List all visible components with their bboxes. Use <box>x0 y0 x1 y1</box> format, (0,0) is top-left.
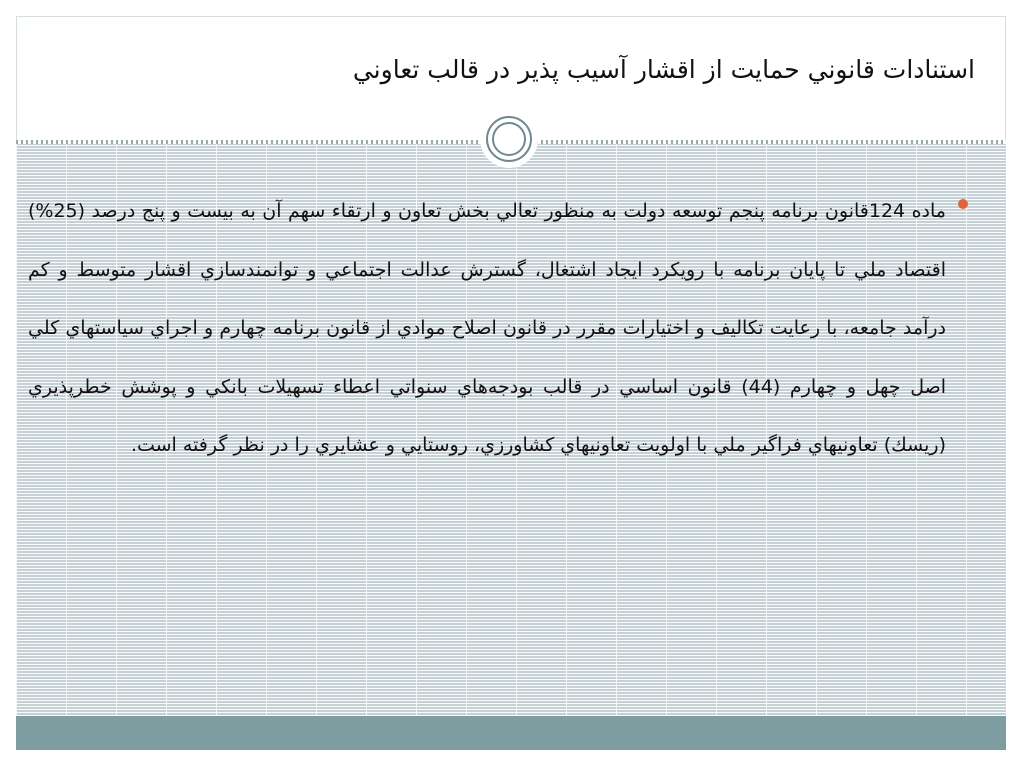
circle-ornament-icon <box>486 116 532 162</box>
bullet-icon <box>958 199 968 209</box>
footer-bar <box>16 716 1006 750</box>
bullet-paragraph: ماده 124قانون برنامه پنجم توسعه دولت به منظور تعالي بخش تعاون و ارتقاء سهم آن به بيست و پنج درصد (25%) اقتصاد ملي تا پايان برنامه با رويكرد ايجاد اشتغال، گسترش عدالت اجتماعي و توانمندسازي اقشار متوسط و كم درآمد جامعه، با رعايت تكاليف و اختيارات مقرر در قانون اصلاح موادي از قانون برنامه چهارم و اجراي سياستهاي كلي اصل چهل و چهارم (44) قانون اساسي در قالب بودجه‌هاي سنواتي اعطاء تسهيلات بانكي و پوشش خطرپذيري (ريسك) تعاونيهاي فراگير ملي با اولويت تعاونيهاي كشاورزي، روستايي و عشايري را در نظر گرفته است. <box>28 200 946 456</box>
slide-title: استنادات قانوني حمايت از اقشار آسيب پذير در قالب تعاوني <box>352 55 975 84</box>
